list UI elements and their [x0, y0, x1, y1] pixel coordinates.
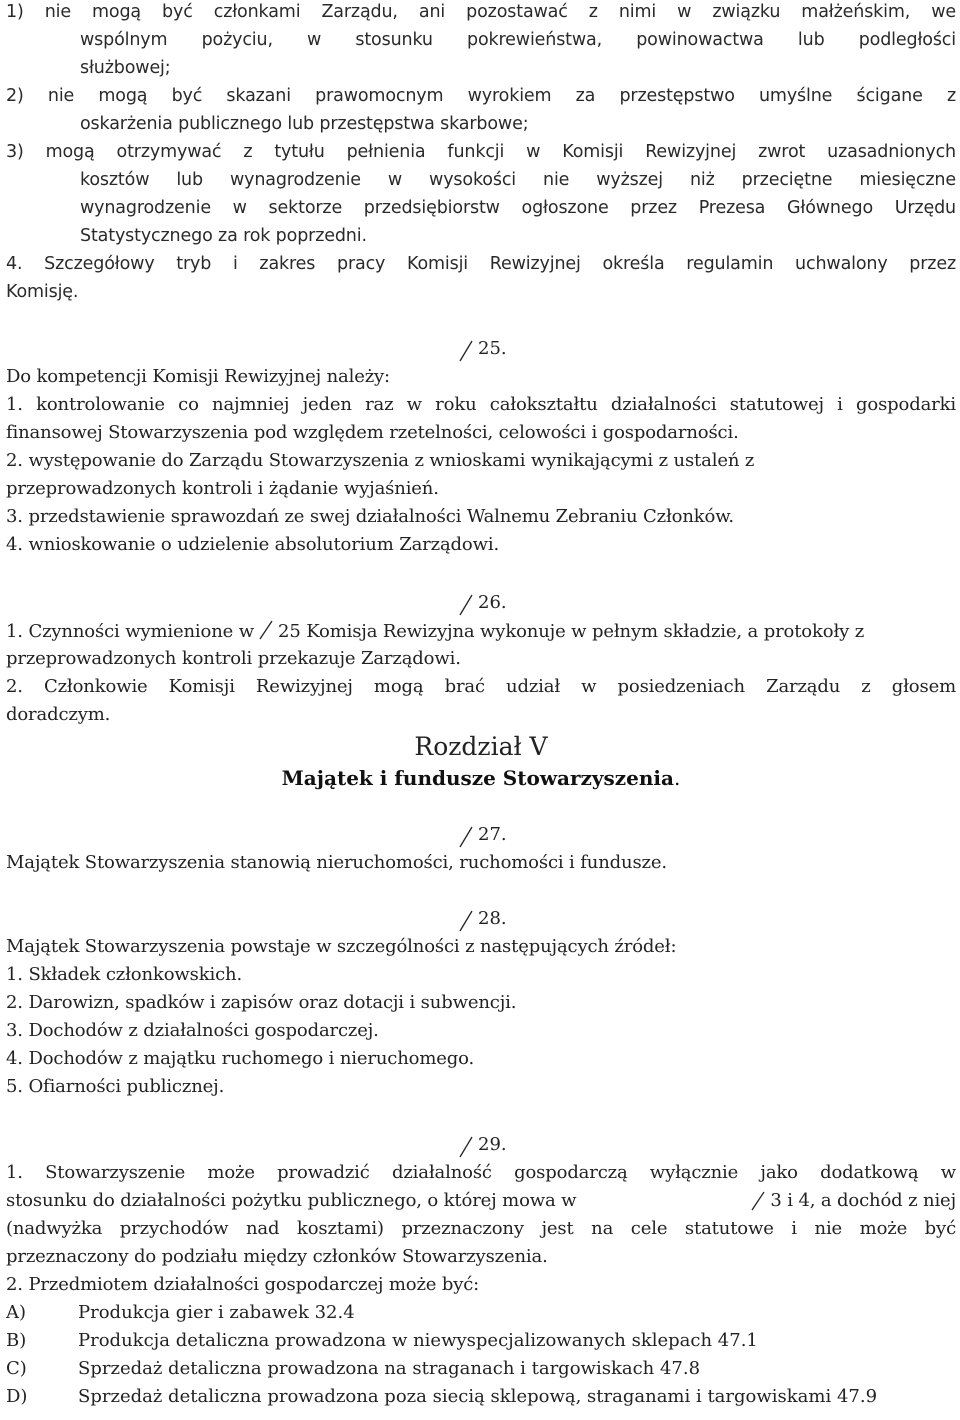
- section-27-number: 27.: [478, 824, 507, 845]
- section-25-intro: Do kompetencji Komisji Rewizyjnej należy:: [6, 366, 390, 387]
- section-28-intro: Majątek Stowarzyszenia powstaje w szczególności z następujących źródeł:: [6, 936, 677, 957]
- section-28-item: 3. Dochodów z działalności gospodarczej.: [6, 1020, 379, 1041]
- activity-letter: A): [6, 1302, 27, 1323]
- chapter-subtitle-period: .: [673, 766, 681, 790]
- section-29-number: 29.: [478, 1134, 507, 1155]
- section-28-item: 5. Ofiarności publicznej.: [6, 1076, 225, 1097]
- member-item-3-line-2: kosztów lub wynagrodzenie w wysokości nie wyższej niż przeciętne miesięczne: [80, 170, 956, 190]
- section-25-point-3: 3. przedstawienie sprawozdań ze swej działalności Walnemu Zebraniu Członków.: [6, 506, 734, 527]
- section-sign-icon: [458, 910, 474, 932]
- member-item-2-line-2: oskarżenia publicznego lub przestępstwa skarbowe;: [80, 114, 529, 134]
- member-item-3-line-1: 3) mogą otrzymywać z tytułu pełnienia funkcji w Komisji Rewizyjnej zwrot uzasadnionych: [6, 142, 956, 162]
- activity-letter: D): [6, 1386, 28, 1407]
- activity-letter: B): [6, 1330, 27, 1351]
- section-26-point-2-line-1: 2. Członkowie Komisji Rewizyjnej mogą brać udział w posiedzeniach Zarządu z głosem: [6, 676, 956, 697]
- section-sign-icon: [458, 340, 474, 362]
- member-item-2-line-1: 2) nie mogą być skazani prawomocnym wyrokiem za przestępstwo umyślne ścigane z: [6, 86, 956, 106]
- section-sign-icon: [458, 826, 474, 848]
- section-25-number: 25.: [478, 338, 507, 359]
- member-item-1-line-3: służbowej;: [80, 58, 171, 78]
- activity-letter: C): [6, 1358, 27, 1379]
- section-29-point-1-line-3: (nadwyżka przychodów nad kosztami) przeznaczony jest na cele statutowe i nie może być: [6, 1218, 956, 1239]
- chapter-subtitle: [6, 766, 956, 790]
- activity-text: Sprzedaż detaliczna prowadzona na straganach i targowiskach 47.8: [78, 1358, 701, 1379]
- section-26-number: 26.: [478, 592, 507, 613]
- section-26-point-1-line-2: przeprowadzonych kontroli przekazuje Zarządowi.: [6, 648, 461, 669]
- section-sign-icon: [258, 620, 274, 640]
- section-sign-icon: [458, 1136, 474, 1158]
- section-29-point-1-line-1: 1. Stowarzyszenie może prowadzić działalność gospodarczą wyłącznie jako dodatkową w: [6, 1162, 956, 1183]
- section-25-point-4: 4. wnioskowanie o udzielenie absolutorium Zarządowi.: [6, 534, 500, 555]
- point-4-line-1: 4. Szczegółowy tryb i zakres pracy Komisji Rewizyjnej określa regulamin uchwalony przez: [6, 254, 956, 274]
- section-26-point-1-line-1: [6, 620, 956, 642]
- section-29-point-1-line-2-after: 3 i 4, a dochód z niej: [770, 1190, 956, 1211]
- point-4-line-2: Komisję.: [6, 282, 79, 302]
- section-28-item: 2. Darowizn, spadków i zapisów oraz dotacji i subwencji.: [6, 992, 517, 1013]
- section-26-point-2-line-2: doradczym.: [6, 704, 111, 725]
- section-25-point-1-line-1: 1. kontrolowanie co najmniej jeden raz w roku całokształtu działalności statutowej i gospodarki: [6, 394, 956, 415]
- section-27-text: Majątek Stowarzyszenia stanowią nieruchomości, ruchomości i fundusze.: [6, 852, 667, 873]
- section-25-point-2-line-1: 2. występowanie do Zarządu Stowarzyszenia z wnioskami wynikającymi z ustaleń z: [6, 450, 755, 471]
- section-26-point-1-after: 25 Komisja Rewizyjna wykonuje w pełnym składzie, a protokoły z: [278, 621, 865, 642]
- section-25-point-1-line-2: finansowej Stowarzyszenia pod względem rzetelności, celowości i gospodarności.: [6, 422, 739, 443]
- chapter-subtitle-text: Majątek i fundusze Stowarzyszenia: [281, 766, 674, 790]
- section-29-point-1-line-2: [6, 1190, 956, 1211]
- section-sign-icon: [750, 1191, 766, 1211]
- section-29-point-1-line-2-before: stosunku do działalności pożytku publicznego, o której mowa w: [6, 1190, 577, 1211]
- member-item-3-line-3: wynagrodzenie w sektorze przedsiębiorstw ogłoszone przez Prezesa Głównego Urzędu: [80, 198, 956, 218]
- section-sign-icon: [458, 594, 474, 616]
- section-26-point-1-before: 1. Czynności wymienione w: [6, 621, 255, 642]
- member-item-1-line-2: wspólnym pożyciu, w stosunku pokrewieństwa, powinowactwa lub podległości: [80, 30, 956, 50]
- activity-text: Produkcja detaliczna prowadzona w niewyspecjalizowanych sklepach 47.1: [78, 1330, 758, 1351]
- chapter-title: Rozdział V: [414, 732, 548, 761]
- member-item-1-line-1: 1) nie mogą być członkami Zarządu, ani pozostawać z nimi w związku małżeńskim, we: [6, 2, 956, 22]
- section-28-item: 1. Składek członkowskich.: [6, 964, 243, 985]
- section-29-point-1-line-4: przeznaczony do podziału między członków Stowarzyszenia.: [6, 1246, 548, 1267]
- activity-text: Produkcja gier i zabawek 32.4: [78, 1302, 355, 1323]
- section-28-number: 28.: [478, 908, 507, 929]
- section-29-point-1-line-2-ref: [746, 1190, 956, 1211]
- activity-text: Sprzedaż detaliczna prowadzona poza siecią sklepową, straganami i targowiskami 47.9: [78, 1386, 878, 1407]
- member-item-3-line-4: Statystycznego za rok poprzedni.: [80, 226, 367, 246]
- section-29-point-2-intro: 2. Przedmiotem działalności gospodarczej może być:: [6, 1274, 480, 1295]
- section-25-point-2-line-2: przeprowadzonych kontroli i żądanie wyjaśnień.: [6, 478, 439, 499]
- section-28-item: 4. Dochodów z majątku ruchomego i nieruchomego.: [6, 1048, 475, 1069]
